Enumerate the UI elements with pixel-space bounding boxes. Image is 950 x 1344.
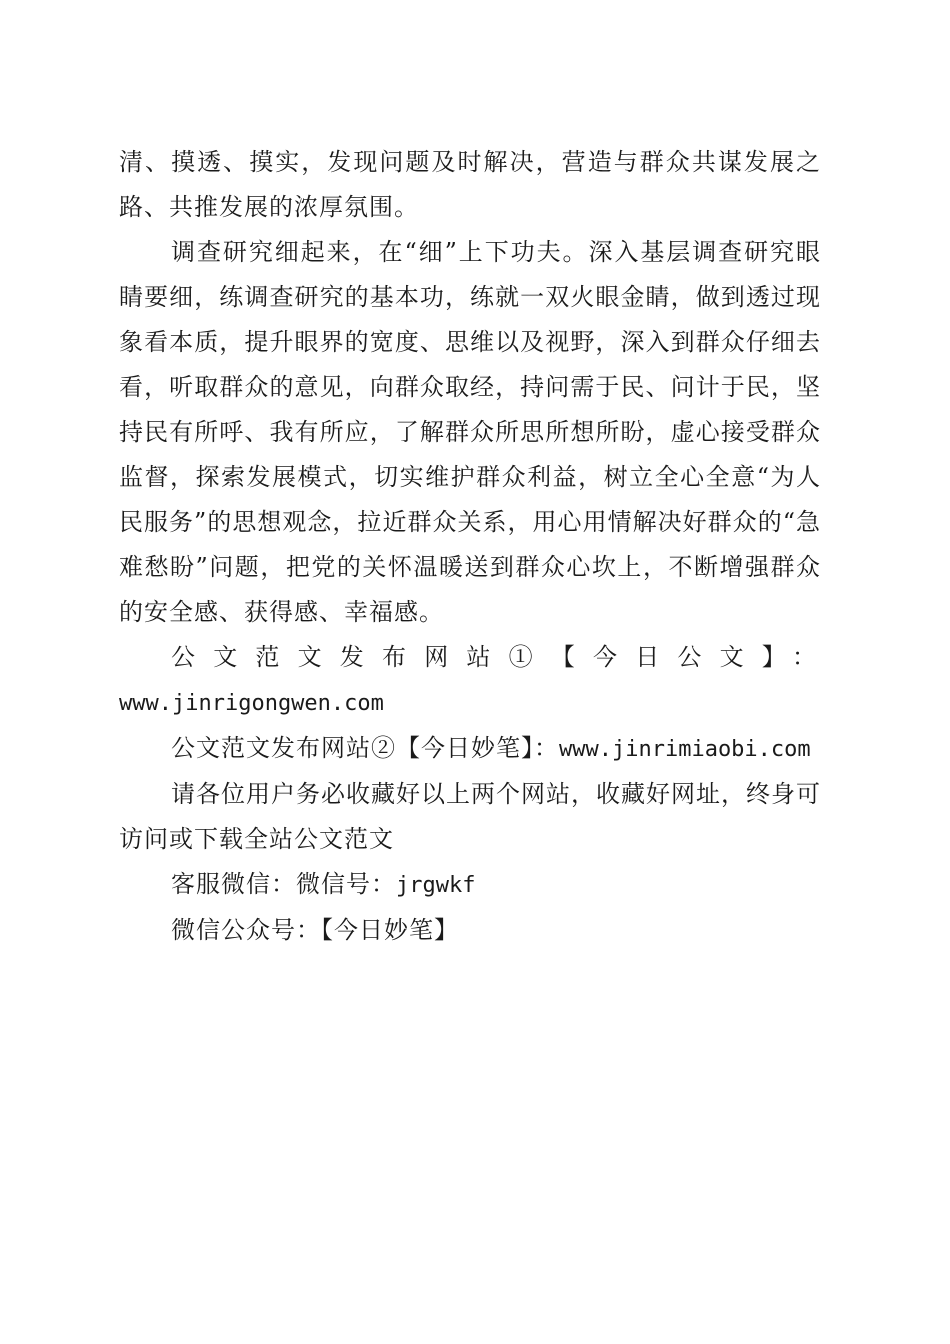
site1-label: 公文范文发布网站①【今日公文】：	[171, 643, 821, 671]
notice-paragraph: 请各位用户务必收藏好以上两个网站，收藏好网址，终身可访问或下载全站公文范文	[119, 780, 821, 853]
service-label: 客服微信：微信号：	[171, 870, 396, 898]
site2-label: 公文范文发布网站②【今日妙笔】：	[171, 734, 559, 762]
service-line	[119, 862, 821, 908]
service-wechat-id: jrgwkf	[396, 873, 476, 898]
site2-url[interactable]: www.jinrimiaobi.com	[559, 737, 811, 762]
paragraph-continued: 清、摸透、摸实，发现问题及时解决，营造与群众共谋发展之路、共推发展的浓厚氛围。	[119, 148, 821, 221]
site1-url-text[interactable]: www.jinrigongwen.com	[119, 691, 384, 716]
official-account-line: 微信公众号：【今日妙笔】	[171, 916, 459, 944]
site1-url[interactable]	[119, 680, 821, 726]
paragraph-research: 调查研究细起来，在“细”上下功夫。深入基层调查研究眼睛要细，练调查研究的基本功，练就一双火眼金睛，做到透过现象看本质，提升眼界的宽度、思维以及视野，深入到群众仔细去看，听取群众的意见，向群众取经，持问需于民、问计于民，坚持民有所呼、我有所应，了解群众所思所想所盼，虚心接受群众监督，探索发展模式，切实维护群众利益，树立全心全意“为人民服务”的思想观念，拉近群众关系，用心用情解决好群众的“急难愁盼”问题，把党的关怀温暖送到群众心坎上，不断增强群众的安全感、获得感、幸福感。	[119, 238, 821, 626]
document-body	[119, 140, 821, 953]
site2-line	[119, 726, 821, 772]
